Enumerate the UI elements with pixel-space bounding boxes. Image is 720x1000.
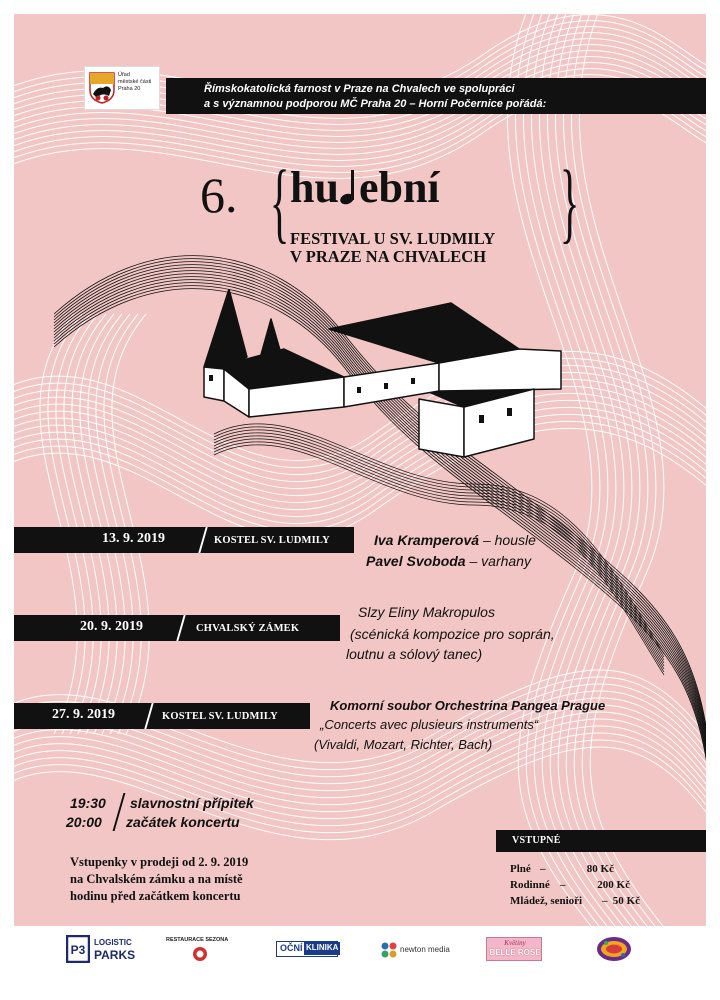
prices-title: VSTUPNÉ (512, 835, 561, 846)
wave-line (48, 314, 85, 734)
colorful-logo-icon (596, 935, 632, 963)
festival-subtitle: FESTIVAL U SV. LUDMILY (290, 229, 496, 248)
performer-line: loutnu a sólový tanec) (346, 646, 483, 662)
wave-line (547, 14, 654, 926)
logo-line: Praha 20 (118, 86, 141, 92)
sponsor-text: RESTAURACE SEZONA (166, 937, 229, 943)
sponsor-colorful-logo (596, 935, 636, 965)
ticket-info-line: Vstupenky v prodeji od 2. 9. 2019 (70, 855, 249, 869)
price-value: 50 Kč (612, 895, 640, 907)
sponsor-text: Květiny (504, 939, 526, 947)
sponsor-text: KLINIKA (304, 942, 340, 955)
decorative-waves (14, 14, 706, 926)
performer-line: Slzy Eliny Makropulos (358, 604, 495, 620)
municipality-logo (84, 66, 160, 110)
performer-line (366, 553, 531, 569)
wave-line (571, 14, 678, 926)
performer-name: Iva Kramperová (374, 532, 480, 548)
event-date: 13. 9. 2019 (102, 531, 165, 546)
performer-line: (Vivaldi, Mozart, Richter, Bach) (314, 737, 493, 752)
sponsor-newton-media (380, 935, 460, 965)
time-value: 19:30 (70, 795, 106, 811)
title-part: ební (358, 163, 440, 212)
price-label: Rodinné (510, 879, 550, 891)
right-brace: } (559, 153, 580, 252)
wave-line (14, 719, 706, 823)
event-date: 20. 9. 2019 (80, 619, 143, 634)
ticket-info-line: na Chvalském zámku a na místě (70, 872, 243, 886)
sponsor-text: BELLE ROSE (489, 948, 541, 957)
performer-line: „Concerts avec plusieurs instruments“ (320, 717, 539, 732)
header-bar (166, 78, 706, 114)
time-label: začátek koncertu (126, 814, 240, 830)
left-brace: { (269, 153, 290, 252)
header-line: a s významnou podporou MČ Praha 20 – Horní Počernice pořádá: (204, 98, 547, 110)
event-venue: KOSTEL SV. LUDMILY (162, 711, 278, 722)
event-venue: CHVALSKÝ ZÁMEK (196, 623, 300, 634)
time-label: slavnostní přípitek (130, 795, 254, 811)
event-date: 27. 9. 2019 (52, 707, 115, 722)
wave-line (579, 14, 686, 926)
belle-rose-logo-box (486, 937, 542, 961)
performer-name: Pavel Svoboda (366, 553, 466, 569)
time-value: 20:00 (66, 814, 102, 830)
performer-role: – housle (479, 532, 536, 548)
sponsor-text: LOGISTIC (94, 938, 132, 947)
price-label: Plné (510, 863, 531, 875)
poster-background (14, 14, 706, 926)
ticket-info-line: hodinu před začátkem koncertu (70, 889, 241, 903)
price-dash: – (602, 895, 608, 907)
music-note-icon (339, 168, 359, 206)
coat-of-arms-icon (89, 72, 115, 104)
price-value: 200 Kč (597, 879, 630, 891)
price-dash: – (540, 863, 546, 875)
price-value: 80 Kč (586, 863, 614, 875)
event-venue: KOSTEL SV. LUDMILY (214, 535, 330, 546)
sponsor-logistic-parks (66, 935, 146, 965)
price-dash: – (560, 879, 566, 891)
price-label: Mládež, senioři (510, 895, 583, 907)
performer-line: (scénická kompozice pro soprán, (350, 626, 555, 642)
wave-line (563, 14, 670, 926)
festival-subtitle: V PRAZE NA CHVALECH (290, 247, 487, 266)
festival-edition-number: 6. (200, 167, 238, 223)
p3-logo-icon (66, 935, 90, 963)
sponsor-text: PARKS (94, 948, 136, 962)
header-line: Římskokatolická farnost v Praze na Chvalech ve spolupráci (204, 83, 515, 95)
logo-line: Úřad (118, 72, 130, 78)
logo-text (118, 72, 151, 93)
ocni-logo-box (276, 941, 338, 957)
wave-bundle (507, 14, 686, 926)
sponsor-restaurace (166, 935, 236, 965)
performer-line: Komorní soubor Orchestrina Pangea Prague (330, 698, 606, 713)
wave-bundle (40, 314, 149, 734)
sponsor-ocni-klinika (276, 935, 338, 965)
festival-title (290, 163, 440, 212)
newton-logo-icon (380, 941, 398, 959)
wave-line (555, 14, 662, 926)
logo-line: městské části (118, 79, 152, 85)
title-part: hu (290, 163, 339, 212)
performer-line (374, 532, 536, 548)
sponsor-belle-rose (486, 935, 546, 965)
restaurace-logo-icon (192, 946, 208, 962)
sponsor-text: newton media (400, 945, 450, 954)
sponsor-text: OČNÍ (280, 943, 303, 953)
church-illustration (189, 289, 569, 464)
p3-logo-text: P3 (70, 943, 86, 957)
performer-role: – varhany (465, 553, 531, 569)
